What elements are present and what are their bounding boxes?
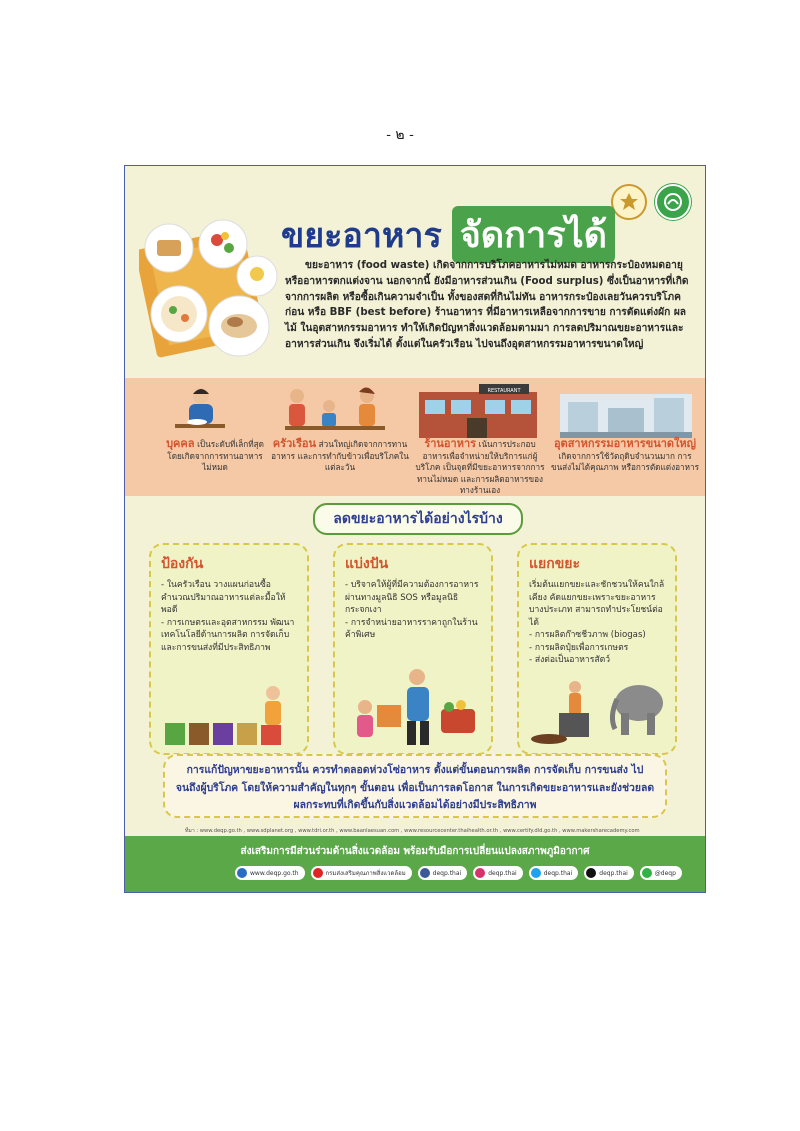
family-dining-icon: [275, 384, 395, 440]
social-facebook[interactable]: deqp.thai: [418, 866, 468, 880]
categories-band: [125, 378, 705, 496]
box-sort: [517, 543, 677, 755]
page-number: - ๒ -: [386, 127, 414, 143]
restaurant-building-icon: [415, 384, 541, 440]
category-restaurant: [415, 378, 545, 496]
donation-handover-icon: [345, 665, 485, 747]
line-icon: [642, 868, 652, 878]
footer-text: ส่งเสริมการมีส่วนร่วมด้านสิ่งแวดล้อม พร้อมรับมือการเปลี่ยนแปลงสภาพภูมิอากาศ: [240, 846, 590, 857]
social-twitter[interactable]: deqp.thai: [529, 866, 579, 880]
social-youtube[interactable]: กรมส่งเสริมคุณภาพสิ่งแวดล้อม: [311, 866, 412, 880]
box-item: - การเกษตรและอุตสาหกรรม พัฒนาเทคโนโลยีด้านการผลิต การจัดเก็บ และการขนส่งที่มีประสิทธิภาพ: [161, 617, 295, 653]
youtube-icon: [313, 868, 323, 878]
footer: [125, 836, 705, 892]
category-household: [265, 378, 415, 496]
food-plates-illustration-icon: [139, 218, 279, 368]
references: ที่มา : www.deqp.go.th , www.sdplanet.org , www.tdri.or.th , www.baanlaesuan.com , www.resourcecenter.thaihealth.or.th , www.certify.dld.go.th , www.makersharecademy.com: [185, 828, 640, 834]
intro-paragraph: ขยะอาหาร (food waste) เกิดจากการบริโภคอาหารไม่หมด อาหารกระป๋องหมดอายุหรืออาหารตกแต่งจาน นอกจากนี้ ยังมีอาหารส่วนเกิน (Food surplus) ซึ่งเป็นอาหารที่เกิดจากการผลิต หรือซื้อเกินความจำเป็น ทั้งของสดที่กินไม่ทัน อาหารกระป๋องเลยวันควรบริโภคก่อน หรือ BBF (best before) ร้านอาหาร ที่มีอาหารเหลือจากการขาย การตัดแต่งผัก ผลไม้ ในอุตสาหกรรมอาหาร ทำให้เกิดปัญหาสิ่งแวดล้อมตามมา การลดปริมาณขยะอาหารและอาหารส่วนเกิน จึงเริ่มได้ ตั้งแต่ในครัวเรือน ไปจนถึงอุตสาหกรรมอาหารขนาดใหญ่: [285, 260, 689, 350]
section-title: ลดขยะอาหารได้อย่างไรบ้าง: [313, 503, 523, 535]
category-text: เป็นระดับที่เล็กที่สุด โดยเกิดจากการทานอาหารไม่หมด: [167, 439, 264, 472]
social-instagram[interactable]: deqp.thai: [473, 866, 523, 880]
poster: [124, 165, 706, 893]
category-title: ร้านอาหาร: [424, 437, 477, 450]
box-item: - ในครัวเรือน วางแผนก่อนซื้อ คำนวณปริมาณอาหารแต่ละมื้อให้พอดี: [161, 580, 286, 615]
social-line[interactable]: @deqp: [640, 866, 682, 880]
category-individual: [125, 378, 265, 496]
elephant-compost-icon: [529, 667, 669, 747]
deqp-logo-icon: [655, 184, 691, 220]
box-item: - การจำหน่ายอาหารราคาถูกในร้านค้าพิเศษ: [345, 617, 478, 640]
category-industry: [550, 378, 700, 496]
vegetable-shopping-icon: [161, 679, 301, 747]
box-item: เริ่มต้นแยกขยะและชักชวนให้คนใกล้เคียง คัดแยกขยะเพราะขยะอาหารบางประเภท สามารถทำประโยชน์ต่อได้: [529, 580, 665, 628]
category-text: เน้นการประกอบอาหารเพื่อจำหน่ายให้บริการแก่ผู้บริโภค เป็นจุดที่มีขยะอาหารจากการทานไม่หมด และการผลิตอาหารของทางร้านเอง: [415, 439, 545, 495]
restaurant-sign: RESTAURANT: [487, 388, 521, 394]
summary-box: การแก้ปัญหาขยะอาหารนั้น ควรทำตลอดห่วงโซ่อาหาร ตั้งแต่ขั้นตอนการผลิต การจัดเก็บ การขนส่ง ไปจนถึงผู้บริโภค โดยให้ความสำคัญในทุกๆ ขั้นตอน เพื่อเป็นการลดโอกาส ในการเกิดขยะอาหารและยังช่วยลดผลกระทบที่เกิดขึ้นกับสิ่งแวดล้อมได้อย่างมีประสิทธิภาพ: [163, 754, 667, 818]
box-item: - การผลิตก๊าซชีวภาพ (biogas): [529, 630, 646, 640]
seal-logo-icon: [611, 184, 647, 220]
social-links: [235, 866, 682, 880]
category-title: อุตสาหกรรมอาหารขนาดใหญ่: [553, 437, 697, 450]
facebook-icon: [420, 868, 430, 878]
twitter-icon: [531, 868, 541, 878]
social-website[interactable]: www.deqp.go.th: [235, 866, 305, 880]
category-text: ส่วนใหญ่เกิดจากการทานอาหาร และการทำกับข้าวเพื่อบริโภคในแต่ละวัน: [271, 439, 409, 472]
box-item: - ส่งต่อเป็นอาหารสัตว์: [529, 655, 611, 665]
category-title: ครัวเรือน: [272, 437, 317, 450]
instagram-icon: [475, 868, 485, 878]
box-item: - บริจาคให้ผู้ที่มีความต้องการอาหาร ผ่านทางมูลนิธิ SOS หรือมูลนิธิกระจกเงา: [345, 580, 479, 615]
poster-title: [281, 206, 615, 263]
box-share: [333, 543, 493, 755]
category-title: บุคคล: [166, 437, 195, 450]
title-accent: จัดการได้: [452, 206, 615, 263]
box-title: แยกขยะ: [529, 556, 580, 572]
social-tiktok[interactable]: deqp.thai: [584, 866, 634, 880]
box-title: ป้องกัน: [161, 556, 204, 572]
box-item: - การผลิตปุ๋ยเพื่อการเกษตร: [529, 642, 629, 653]
box-prevent: [149, 543, 309, 755]
title-main: ขยะอาหาร: [281, 216, 442, 256]
box-title: แบ่งปัน: [345, 556, 389, 572]
globe-icon: [237, 868, 247, 878]
logos: [611, 184, 691, 220]
category-text: เกิดจากการใช้วัตถุดิบจำนวนมาก การขนส่งไม่ได้คุณภาพ หรือการตัดแต่งอาหาร: [550, 450, 699, 472]
factory-icon: [558, 384, 694, 440]
person-eating-icon: [169, 384, 229, 438]
tiktok-icon: [586, 868, 596, 878]
